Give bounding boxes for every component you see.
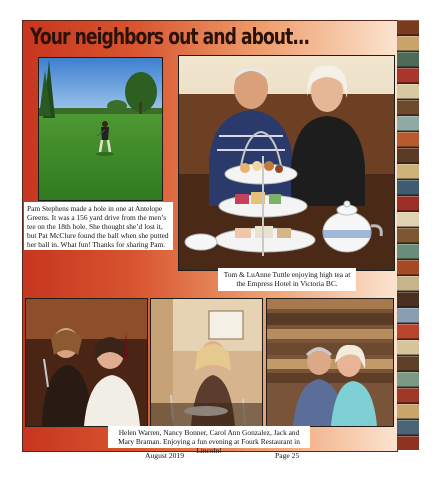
book-spine: [397, 420, 419, 435]
dinner-photo-2: [150, 298, 263, 427]
book-spine: [397, 132, 419, 147]
book-spine-border: [397, 20, 419, 450]
book-spine: [397, 212, 419, 227]
dinner-photo-3: [266, 298, 394, 427]
golf-caption: Pam Stephens made a hole in one at Antelope Greens. It was a 156 yard drive from the men’s tee on the 18th hole. She thought she’d lost it, but Pat McClure found the ball when she putted her ball in. What fun! Thanks for sharing Pam.: [24, 202, 173, 250]
book-spine: [397, 20, 419, 35]
dinner-caption: Helen Warren, Nancy Bonner, Carol Ann Gonzalez, Jack and Mary Braman. Enjoying a fun evening at Fourk Restaurant in Lincoln!: [108, 426, 310, 448]
golf-photo: [38, 57, 163, 201]
high-tea-photo: [178, 55, 395, 271]
book-spine: [397, 292, 419, 307]
footer-date: August 2019: [145, 451, 185, 460]
book-spine: [397, 180, 419, 195]
book-spine: [397, 388, 419, 403]
book-spine: [397, 36, 419, 51]
book-spine: [397, 196, 419, 211]
book-spine: [397, 52, 419, 67]
high-tea-caption: Tom & LuAnne Tuttle enjoying high tea at the Empress Hotel in Victoria BC.: [218, 268, 356, 291]
book-spine: [397, 148, 419, 163]
book-spine: [397, 324, 419, 339]
book-spine: [397, 260, 419, 275]
book-spine: [397, 340, 419, 355]
book-spine: [397, 276, 419, 291]
book-spine: [397, 372, 419, 387]
article-title: Your neighbors out and about...: [30, 25, 310, 50]
book-spine: [397, 100, 419, 115]
dinner-photo-1: [25, 298, 148, 427]
book-spine: [397, 404, 419, 419]
book-spine: [397, 164, 419, 179]
book-spine: [397, 228, 419, 243]
book-spine: [397, 116, 419, 131]
book-spine: [397, 356, 419, 371]
book-spine: [397, 436, 419, 450]
book-spine: [397, 68, 419, 83]
book-spine: [397, 244, 419, 259]
footer-page-number: Page 25: [275, 451, 300, 460]
book-spine: [397, 308, 419, 323]
book-spine: [397, 84, 419, 99]
